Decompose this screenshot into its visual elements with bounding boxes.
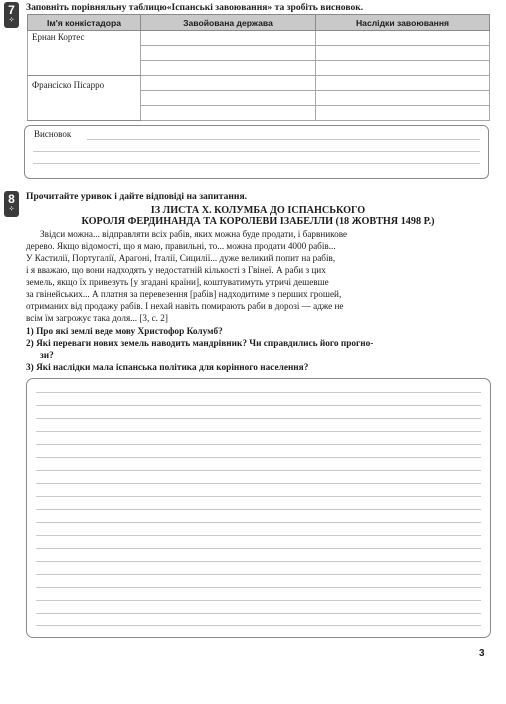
writing-line <box>36 496 481 497</box>
answer-cell[interactable] <box>316 91 490 106</box>
header-conquered-state: Завойована держава <box>141 15 316 31</box>
task-8-number: 8 <box>8 192 15 206</box>
excerpt-line: земель, якщо їх привезуть [у згадані країни], коштуватимуть утричі дешевше <box>26 277 329 287</box>
task-8-instruction: Прочитайте уривок і дайте відповіді на запитання. <box>26 191 248 202</box>
answer-cell[interactable] <box>316 61 490 76</box>
answer-cell[interactable] <box>141 76 316 91</box>
writing-line <box>36 535 481 536</box>
answer-cell[interactable] <box>316 46 490 61</box>
excerpt-line: отриманих від продажу рабів. І нехай навіть помирають раби в дорозі — адже не <box>26 301 344 311</box>
task-7-instruction: Заповніть порівняльну таблицю«Іспанські завоювання» та зробіть висновок. <box>26 2 364 13</box>
dice-icon: ⁘ <box>8 206 15 213</box>
document-title-line-1: ІЗ ЛИСТА Х. КОЛУМБА ДО ІСПАНСЬКОГО <box>150 205 366 216</box>
conquistador-pizarro: Франсіско Пісарро <box>28 76 141 121</box>
answer-cell[interactable] <box>141 46 316 61</box>
comparison-table <box>27 14 490 121</box>
writing-line <box>87 139 480 140</box>
writing-line <box>36 522 481 523</box>
task-8-badge <box>4 191 19 217</box>
dice-icon: ⁘ <box>8 17 15 24</box>
header-conquistador: Ім'я конкістадора <box>28 15 141 31</box>
excerpt-line: Звідси можна... відправляти всіх рабів, яких можна буде продати, і барвникове <box>40 229 348 239</box>
writing-line <box>36 625 481 626</box>
writing-line <box>36 509 481 510</box>
writing-line <box>36 574 481 575</box>
answer-cell[interactable] <box>141 61 316 76</box>
answer-cell[interactable] <box>141 106 316 121</box>
writing-line <box>33 163 480 164</box>
answer-cell[interactable] <box>141 91 316 106</box>
writing-line <box>36 561 481 562</box>
excerpt-line: за гвінейських... А платня за перевезення [рабів] надходитиме з перших грошей, <box>26 289 342 299</box>
answer-cell[interactable] <box>141 31 316 46</box>
writing-line <box>36 418 481 419</box>
question-2-continued: зи? <box>40 351 54 361</box>
conquistador-cortes: Ернан Кортес <box>28 31 141 76</box>
question-1: 1) Про які землі веде мову Христофор Колумб? <box>26 327 223 337</box>
question-3: 3) Які наслідки мала іспанська політика для корінного населення? <box>26 363 309 373</box>
answer-cell[interactable] <box>316 31 490 46</box>
writing-line <box>36 613 481 614</box>
excerpt-line: У Кастилії, Португалії, Арагоні, Італії, Сицилії... дуже великий попит на рабів, <box>26 253 336 263</box>
writing-line <box>36 431 481 432</box>
task-7-badge <box>4 2 19 28</box>
conclusion-box[interactable] <box>24 125 489 179</box>
question-2: 2) Які переваги нових земель наводить мандрівник? Чи справдились його прогно- <box>26 339 374 349</box>
document-title-line-2: КОРОЛЯ ФЕРДИНАНДА ТА КОРОЛЕВИ ІЗАБЕЛЛИ (18 ЖОВТНЯ 1498 Р.) <box>81 216 435 227</box>
answer-box[interactable] <box>26 378 491 638</box>
answer-cell[interactable] <box>316 106 490 121</box>
writing-line <box>36 600 481 601</box>
conclusion-label: Висновок <box>34 129 72 139</box>
writing-line <box>36 470 481 471</box>
writing-line <box>36 587 481 588</box>
excerpt-line: дерево. Якщо відомості, що я маю, правильні, то... можна продати 4000 рабів... <box>26 241 336 251</box>
writing-line <box>36 405 481 406</box>
writing-line <box>36 548 481 549</box>
writing-line <box>36 483 481 484</box>
writing-line <box>33 151 480 152</box>
header-consequences: Наслідки завоювання <box>316 15 490 31</box>
excerpt-line: всім їм загрожує така доля... [3, с. 2] <box>26 313 168 323</box>
excerpt-line: і я вважаю, що вони надходять у недостатній кількості з Гвінеї. А раби з цих <box>26 265 326 275</box>
task-7-number: 7 <box>8 3 15 17</box>
writing-line <box>36 457 481 458</box>
page-number: 3 <box>479 648 485 659</box>
answer-cell[interactable] <box>316 76 490 91</box>
writing-line <box>36 392 481 393</box>
writing-line <box>36 444 481 445</box>
